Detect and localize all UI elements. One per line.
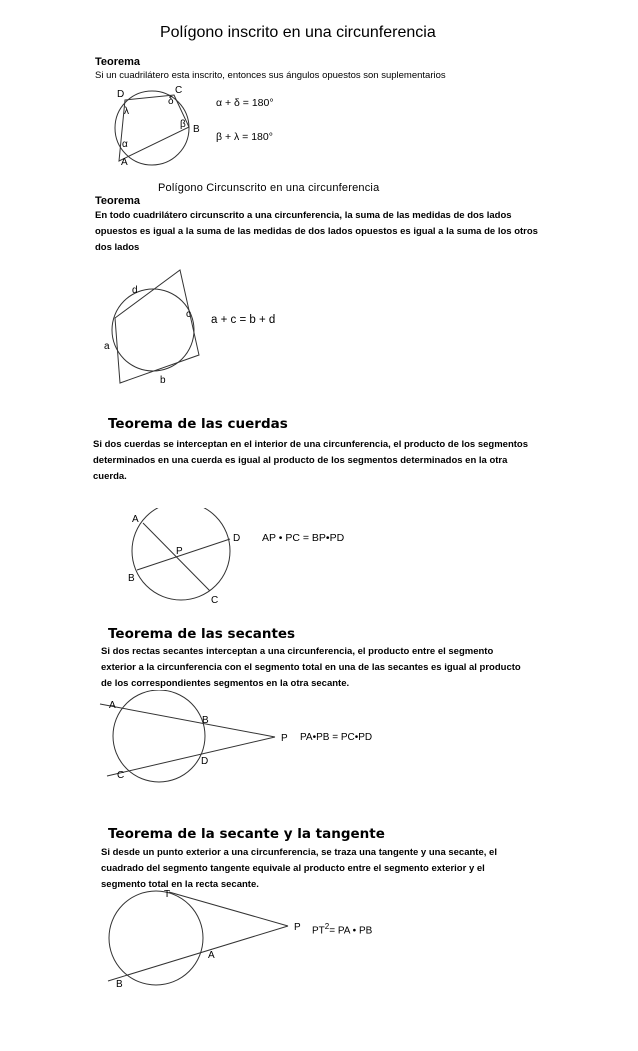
label-B: B xyxy=(116,979,123,990)
section4-line2: exterior a la circunferencia con el segmento total en una de las secantes es igual al producto xyxy=(101,662,521,673)
label-A: A xyxy=(208,950,215,961)
section3-paragraph xyxy=(93,437,528,485)
section2-line2: opuestos es igual a la suma de las medidas de dos lados opuestos es igual a la suma de los otros xyxy=(95,226,538,237)
label-C: C xyxy=(117,770,125,781)
label-B: B xyxy=(202,715,209,726)
formula-sides: a + c = b + d xyxy=(211,314,276,326)
section4-paragraph xyxy=(101,644,521,692)
label-a: a xyxy=(104,341,110,352)
label-C: C xyxy=(211,595,219,606)
section5-line1: Si desde un punto exterior a una circunferencia, se traza una tangente y una secante, el xyxy=(101,847,497,858)
label-A: A xyxy=(109,700,116,711)
label-d: d xyxy=(132,285,138,296)
label-beta: β xyxy=(180,119,186,130)
label-C: C xyxy=(175,85,183,96)
section5-heading: Teorema de la secante y la tangente xyxy=(108,826,385,842)
label-B: B xyxy=(128,573,135,584)
label-T: T xyxy=(164,889,171,900)
formula-alpha-delta: α + δ = 180° xyxy=(216,97,274,109)
formula-exponent: 2 xyxy=(324,922,330,931)
quadrilateral xyxy=(115,270,199,383)
label-D: D xyxy=(201,756,209,767)
section3-line3: cuerda. xyxy=(93,471,127,482)
label-D: D xyxy=(233,533,241,544)
label-b: b xyxy=(160,375,166,386)
secant-PC xyxy=(107,737,275,776)
tangent-PT xyxy=(169,892,288,926)
label-lambda: λ xyxy=(124,106,129,117)
chord-BD xyxy=(137,539,230,570)
circumscribed-quadrilateral-figure xyxy=(100,266,220,391)
section2-heading: Teorema xyxy=(95,195,141,207)
section1-text: Si un cuadrilátero esta inscrito, entonces sus ángulos opuestos son suplementarios xyxy=(95,70,446,81)
section3-line1: Si dos cuerdas se interceptan en el interior de una circunferencia, el producto de los segmentos xyxy=(93,439,529,450)
label-A: A xyxy=(132,514,139,525)
section3-line2: determinados en una cuerda es igual al producto de los segmentos determinados en la otra xyxy=(93,455,508,466)
label-c: c xyxy=(186,309,191,320)
label-P: P xyxy=(294,922,301,933)
circle xyxy=(112,289,194,371)
label-D: D xyxy=(117,89,125,100)
section5-line2: cuadrado del segmento tangente equivale al producto entre el segmento exterior y el xyxy=(101,863,485,874)
formula-rhs: = PA • PB xyxy=(329,925,373,937)
section2-line1: En todo cuadrilátero circunscrito a una circunferencia, la suma de las medidas de dos lados xyxy=(95,210,512,221)
circle xyxy=(115,91,189,165)
section2-line3: dos lados xyxy=(95,242,140,253)
section4-line3: de los correspondientes segmentos en la otra secante. xyxy=(101,678,350,689)
formula-secant-tangent xyxy=(312,922,372,936)
circle xyxy=(109,891,203,985)
section3-heading: Teorema de las cuerdas xyxy=(108,416,288,432)
chords-figure xyxy=(123,508,253,608)
label-P: P xyxy=(176,546,183,557)
secant-tangent-figure xyxy=(100,888,320,998)
label-delta: δ xyxy=(168,96,174,107)
quadrilateral xyxy=(119,95,189,161)
label-A: A xyxy=(121,157,128,168)
circle xyxy=(113,690,205,782)
secant-PA xyxy=(100,704,275,737)
section4-heading: Teorema de las secantes xyxy=(108,626,296,642)
label-B: B xyxy=(193,124,200,135)
section5-paragraph xyxy=(101,845,497,893)
formula-secants: PA•PB = PC•PD xyxy=(300,732,373,743)
section5-line3: segmento total en la recta secante. xyxy=(101,879,259,890)
section2-paragraph xyxy=(95,208,538,256)
secant-PB xyxy=(108,926,288,981)
formula-beta-lambda: β + λ = 180° xyxy=(216,131,273,143)
section2-subtitle: Polígono Circunscrito en una circunferencia xyxy=(158,182,380,194)
label-alpha: α xyxy=(122,139,128,150)
page-title: Polígono inscrito en una circunferencia xyxy=(160,24,436,41)
formula-pt: PT xyxy=(312,925,325,937)
formula-chords: AP • PC = BP•PD xyxy=(262,532,345,544)
section1-heading: Teorema xyxy=(95,56,141,68)
label-P: P xyxy=(281,733,288,744)
section4-line1: Si dos rectas secantes interceptan a una circunferencia, el producto entre el segmento xyxy=(101,646,494,657)
